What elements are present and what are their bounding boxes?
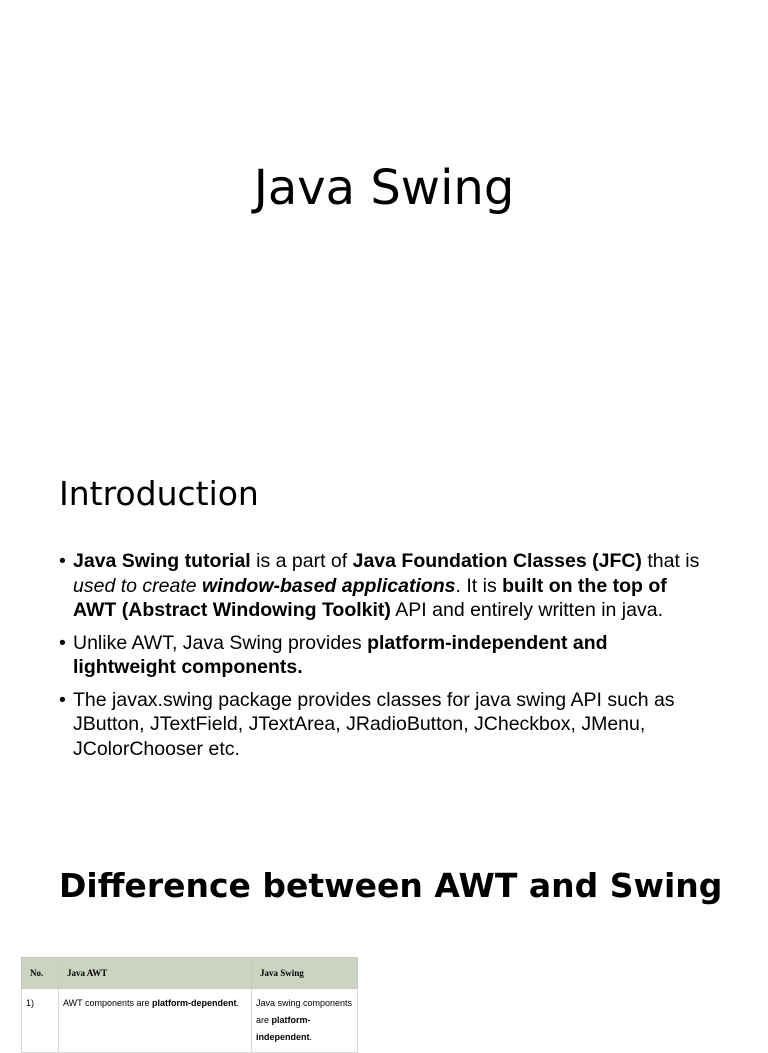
bullet-text-bold-italic: window-based applications <box>202 574 456 597</box>
bullet-text: that is <box>641 550 700 572</box>
bullet-marker: • <box>59 550 66 572</box>
cell-text-bold: platform-independent <box>256 1015 311 1042</box>
cell-text-bold: platform-dependent <box>152 998 237 1008</box>
table-header-row <box>22 958 358 989</box>
bullet-text-bold: built on the top of AWT (Abstract Windowing Toolkit) <box>73 574 667 621</box>
cell-text: AWT components are <box>63 998 153 1008</box>
bullet-item-jfc <box>59 549 709 623</box>
bullet-text-italic: used to create <box>73 574 202 597</box>
bullet-text: Unlike AWT, Java Swing provides <box>73 631 368 654</box>
introduction-bullet-list <box>59 549 709 769</box>
table-cell-swing <box>252 989 358 1053</box>
bullet-item-package <box>59 688 709 762</box>
table-header-awt: Java AWT <box>59 958 252 989</box>
bullet-text: API and entirely written in java. <box>390 599 663 621</box>
cell-text: . <box>309 1032 313 1042</box>
comparison-table <box>21 957 358 1053</box>
table-header-no: No. <box>22 958 59 989</box>
bullet-item-platform <box>59 631 709 680</box>
table-cell-no: 1) <box>22 989 59 1053</box>
bullet-text: The javax.swing package provides classes for java swing API such as JButton, JTextField, JTextArea, JRadioButton, JCheckbox, JMenu, JColorChooser etc. <box>73 688 675 760</box>
comparison-table-container <box>21 957 358 1042</box>
bullet-marker: • <box>59 688 66 711</box>
table-cell-awt <box>59 989 252 1053</box>
table-header-swing: Java Swing <box>252 958 358 989</box>
bullet-text: is a part of <box>250 550 353 572</box>
cell-text: Java swing components are <box>256 998 353 1025</box>
difference-heading: Difference between AWT and Swing <box>59 866 723 905</box>
table-row <box>22 989 358 1053</box>
introduction-heading: Introduction <box>59 474 259 513</box>
bullet-text-bold: Java Swing tutorial <box>73 550 251 572</box>
slide-title: Java Swing <box>253 160 515 216</box>
bullet-text-bold: platform-independent and lightweight components. <box>73 631 608 678</box>
bullet-text: . It is <box>455 574 503 597</box>
bullet-text-bold: Java Foundation Classes (JFC) <box>352 550 642 572</box>
bullet-marker: • <box>59 631 66 654</box>
cell-text: . <box>236 998 240 1008</box>
